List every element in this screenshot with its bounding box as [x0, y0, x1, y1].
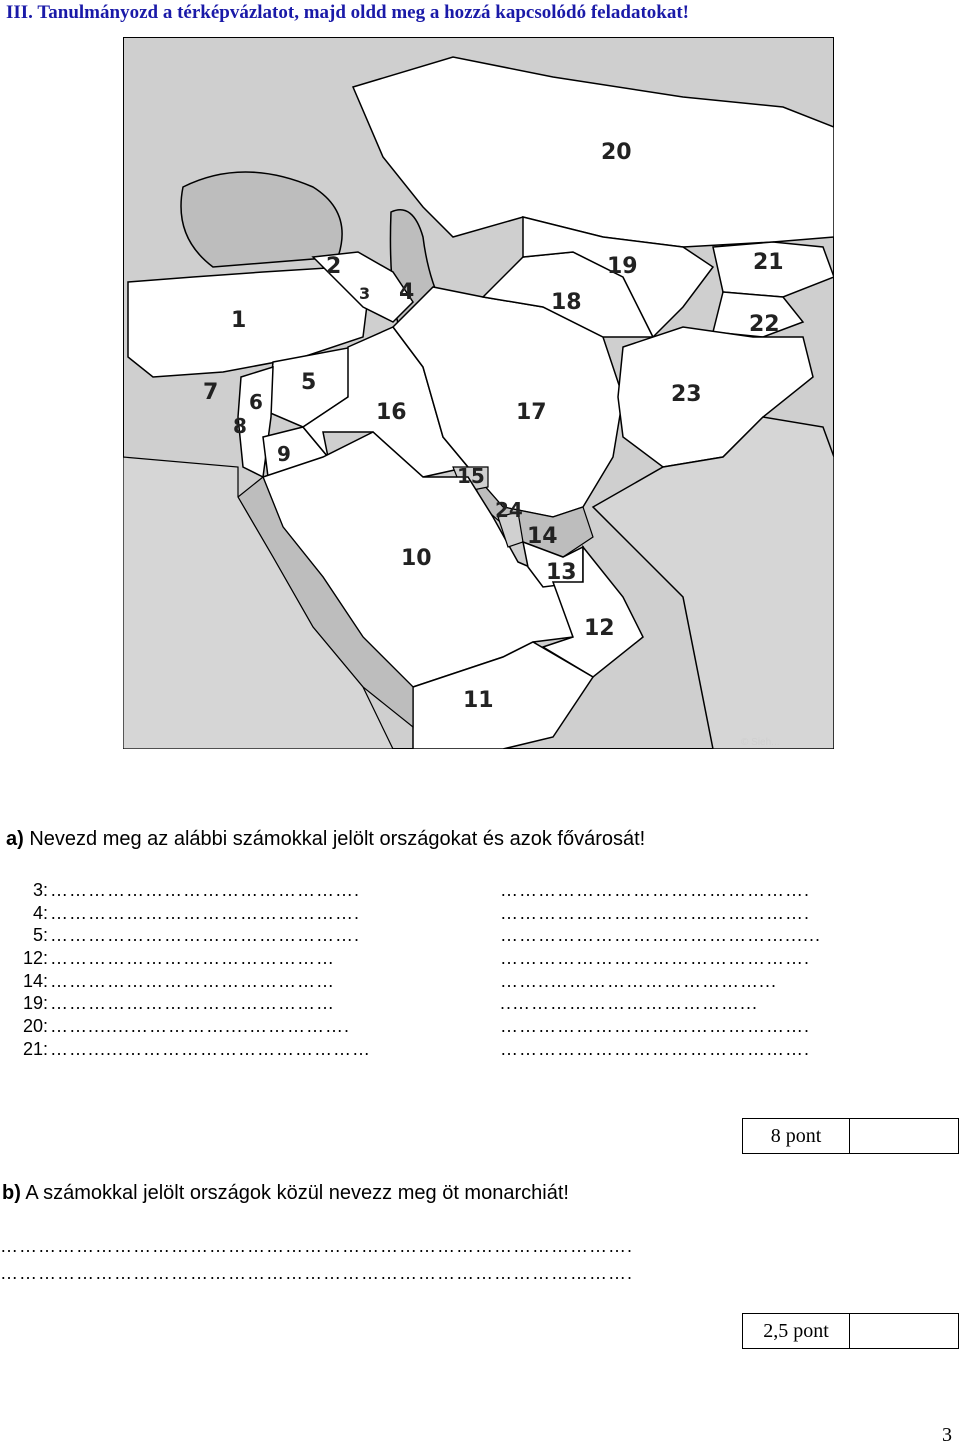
- row-label: 3:: [32, 880, 48, 900]
- capital-answer-field[interactable]: ………………………………………….: [500, 1038, 811, 1059]
- task-a-text: Nevezd meg az alábbi számokkal jelölt országokat és azok fővárosát!: [23, 828, 646, 850]
- map-number-1: 1: [231, 308, 247, 333]
- capital-answer-field[interactable]: ………………………………………….: [500, 880, 811, 900]
- map-number-22: 22: [749, 312, 780, 337]
- capital-answer-field[interactable]: ………………………………………......: [500, 925, 822, 946]
- map-number-8: 8: [233, 414, 247, 438]
- row-label: 19:: [22, 993, 48, 1014]
- country-answer-field[interactable]: ………………………………………: [50, 970, 335, 991]
- section-title: III. Tanulmányozd a térképvázlatot, majd oldd meg a hozzá kapcsolódó feladatokat!: [6, 2, 689, 23]
- country-answer-field[interactable]: ………………………………………: [50, 993, 335, 1014]
- map-number-6: 6: [249, 390, 263, 414]
- map-number-11: 11: [463, 688, 494, 713]
- map-number-9: 9: [277, 442, 291, 466]
- row-label: 14:: [22, 970, 48, 991]
- country-answer-field[interactable]: ………………………………………….: [50, 902, 361, 923]
- map-number-4: 4: [399, 280, 415, 305]
- score-label-a: 8 pont: [743, 1119, 850, 1153]
- map-number-3: 3: [359, 284, 371, 303]
- middle-east-map-svg: [123, 37, 834, 749]
- capital-answer-field[interactable]: ..………………………………...: [500, 993, 759, 1014]
- map-number-17: 17: [516, 400, 547, 425]
- country-answer-field[interactable]: ……......…………………………………: [50, 1038, 372, 1059]
- row-label: 4:: [32, 902, 48, 923]
- map-number-16: 16: [376, 400, 407, 425]
- country-answer-field[interactable]: ………………………………………: [50, 948, 335, 969]
- country-answer-field[interactable]: ………………………………………….: [50, 925, 361, 946]
- map-watermark: © Sieh...: [741, 737, 780, 748]
- score-box-b: [742, 1313, 959, 1349]
- map-number-20: 20: [601, 140, 632, 165]
- task-a-prefix: a): [6, 828, 24, 850]
- map-number-24: 24: [495, 498, 523, 522]
- score-input-a[interactable]: [850, 1119, 958, 1153]
- map-number-7: 7: [203, 380, 219, 405]
- task-b-prefix: b): [2, 1182, 21, 1204]
- country-answer-field[interactable]: ………………………………………….: [50, 880, 361, 900]
- map-number-5: 5: [301, 370, 317, 395]
- map-number-10: 10: [401, 546, 432, 571]
- map-number-2: 2: [326, 254, 342, 279]
- country-answer-field[interactable]: …….......……………....…………….: [50, 1016, 351, 1037]
- row-label: 21:: [22, 1038, 48, 1059]
- map-number-23: 23: [671, 382, 702, 407]
- map-number-13: 13: [546, 560, 577, 585]
- task-b-question: [2, 1182, 569, 1205]
- task-b-answer-line[interactable]: ……………………………………………………………………………………….: [0, 1263, 634, 1283]
- page-number: 3: [942, 1424, 952, 1446]
- capital-answer-field[interactable]: ………………………………………….: [500, 948, 811, 969]
- row-label: 20:: [22, 1016, 48, 1037]
- row-label: 12:: [22, 948, 48, 969]
- task-a-question: [6, 828, 645, 851]
- map-sketch: [123, 37, 834, 749]
- capital-answer-field[interactable]: ………………………………………….: [500, 1016, 811, 1037]
- map-number-15: 15: [457, 464, 485, 488]
- score-box-a: [742, 1118, 959, 1154]
- row-label: 5:: [32, 925, 48, 946]
- capital-answer-field[interactable]: ……..……………………………...: [500, 970, 778, 991]
- map-number-12: 12: [584, 616, 615, 641]
- task-b-text: A számokkal jelölt országok közül nevezz meg öt monarchiát!: [20, 1182, 569, 1204]
- map-number-21: 21: [753, 250, 784, 275]
- map-number-14: 14: [527, 524, 558, 549]
- score-input-b[interactable]: [850, 1314, 958, 1348]
- map-number-19: 19: [607, 254, 638, 279]
- task-b-answer-line[interactable]: ……………………………………………………………………………………….: [0, 1236, 634, 1256]
- map-number-18: 18: [551, 290, 582, 315]
- capital-answer-field[interactable]: ………………………………………….: [500, 902, 811, 923]
- score-label-b: 2,5 pont: [743, 1314, 850, 1348]
